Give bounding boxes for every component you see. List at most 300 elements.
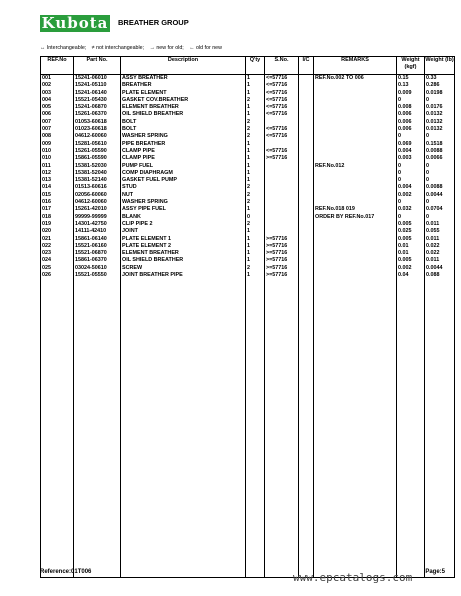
- cell-remarks: REF.No.002 TO 006: [314, 75, 397, 83]
- cell-ic: [299, 192, 314, 199]
- cell-remarks: [314, 265, 397, 272]
- cell-remarks: [314, 243, 397, 250]
- cell-sno: <=57716: [265, 97, 299, 104]
- cell-part-no: 15261-05590: [74, 148, 121, 155]
- blank-cell: [41, 279, 74, 578]
- cell-description: GASKET COV.BREATHER: [121, 97, 246, 104]
- cell-description: BOLT: [121, 126, 246, 133]
- cell-part-no: 02056-60060: [74, 192, 121, 199]
- cell-weight-lb: 0.0088: [425, 148, 455, 155]
- table-row: [41, 170, 455, 177]
- cell-weight-lb: 0.1518: [425, 141, 455, 148]
- cell-qty: 1: [246, 250, 265, 257]
- col-header-part: Part No.: [74, 57, 121, 75]
- cell-ic: [299, 236, 314, 243]
- cell-weight-kg: 0.025: [397, 228, 425, 235]
- cell-sno: <=57716: [265, 82, 299, 89]
- cell-qty: 2: [246, 199, 265, 206]
- col-header-qty: Q'ty: [246, 57, 265, 75]
- table-blank-area: [41, 279, 455, 578]
- cell-weight-lb: 0.011: [425, 236, 455, 243]
- cell-ic: [299, 265, 314, 272]
- cell-weight-lb: 0: [425, 133, 455, 140]
- cell-sno: >=57716: [265, 257, 299, 264]
- cell-qty: 1: [246, 177, 265, 184]
- cell-weight-kg: 0: [397, 214, 425, 221]
- cell-ic: [299, 104, 314, 111]
- cell-ref: 003: [41, 90, 74, 97]
- cell-qty: 1: [246, 236, 265, 243]
- cell-qty: 1: [246, 272, 265, 279]
- cell-ic: [299, 141, 314, 148]
- cell-ic: [299, 250, 314, 257]
- cell-weight-lb: 0.0198: [425, 90, 455, 97]
- table-row: [41, 104, 455, 111]
- cell-ref: 007: [41, 119, 74, 126]
- cell-ref: 013: [41, 177, 74, 184]
- cell-qty: 1: [246, 90, 265, 97]
- cell-ic: [299, 199, 314, 206]
- cell-ref: 008: [41, 133, 74, 140]
- cell-weight-kg: 0.009: [397, 90, 425, 97]
- cell-weight-lb: 0.0044: [425, 192, 455, 199]
- cell-ic: [299, 243, 314, 250]
- cell-weight-lb: 0.0132: [425, 111, 455, 118]
- cell-ref: 023: [41, 250, 74, 257]
- cell-ref: 016: [41, 199, 74, 206]
- cell-sno: <=57716: [265, 75, 299, 83]
- cell-weight-kg: 0: [397, 133, 425, 140]
- table-row: [41, 214, 455, 221]
- cell-qty: 2: [246, 126, 265, 133]
- table-row: [41, 236, 455, 243]
- table-row: [41, 141, 455, 148]
- cell-ref: 020: [41, 228, 74, 235]
- cell-ic: [299, 228, 314, 235]
- table-row: [41, 184, 455, 191]
- cell-remarks: [314, 236, 397, 243]
- cell-weight-lb: 0: [425, 163, 455, 170]
- cell-remarks: [314, 97, 397, 104]
- cell-qty: 1: [246, 170, 265, 177]
- page-number: Page:5: [425, 569, 445, 575]
- cell-ic: [299, 119, 314, 126]
- cell-weight-lb: 0: [425, 199, 455, 206]
- cell-qty: 2: [246, 119, 265, 126]
- cell-ic: [299, 163, 314, 170]
- col-header-remarks: REMARKS: [314, 57, 397, 75]
- cell-ic: [299, 75, 314, 83]
- cell-weight-kg: 0.003: [397, 155, 425, 162]
- cell-description: GASKET FUEL PUMP: [121, 177, 246, 184]
- cell-ref: 018: [41, 214, 74, 221]
- cell-qty: 1: [246, 82, 265, 89]
- cell-sno: [265, 214, 299, 221]
- cell-weight-kg: 0.006: [397, 111, 425, 118]
- cell-ic: [299, 221, 314, 228]
- cell-ref: 010: [41, 155, 74, 162]
- cell-ic: [299, 97, 314, 104]
- cell-part-no: 15861-06370: [74, 257, 121, 264]
- cell-weight-lb: 0.011: [425, 257, 455, 264]
- col-header-ref: REF.No: [41, 57, 74, 75]
- cell-description: ELEMENT BREATHER: [121, 250, 246, 257]
- cell-weight-kg: 0: [397, 163, 425, 170]
- cell-remarks: [314, 199, 397, 206]
- table-row: [41, 177, 455, 184]
- table-row: [41, 148, 455, 155]
- table-row: [41, 228, 455, 235]
- cell-qty: 1: [246, 141, 265, 148]
- cell-qty: 0: [246, 214, 265, 221]
- table-row: [41, 272, 455, 279]
- cell-sno: [265, 177, 299, 184]
- col-header-description: Description: [121, 57, 246, 75]
- cell-part-no: 15521-06870: [74, 250, 121, 257]
- cell-ref: 025: [41, 265, 74, 272]
- cell-ic: [299, 148, 314, 155]
- cell-part-no: 03024-50610: [74, 265, 121, 272]
- cell-description: PLATE ELEMENT: [121, 90, 246, 97]
- table-row: [41, 192, 455, 199]
- cell-ref: 022: [41, 243, 74, 250]
- cell-ic: [299, 184, 314, 191]
- cell-remarks: [314, 184, 397, 191]
- cell-remarks: [314, 82, 397, 89]
- cell-weight-kg: 0.005: [397, 257, 425, 264]
- cell-part-no: 01023-60618: [74, 126, 121, 133]
- cell-remarks: [314, 133, 397, 140]
- cell-part-no: 15861-05590: [74, 155, 121, 162]
- cell-weight-lb: 0.0704: [425, 206, 455, 213]
- cell-description: BOLT: [121, 119, 246, 126]
- cell-weight-kg: 0.15: [397, 75, 425, 83]
- cell-description: JOINT BREATHER PIPE: [121, 272, 246, 279]
- cell-ref: 001: [41, 75, 74, 83]
- table-row: [41, 221, 455, 228]
- cell-sno: [265, 184, 299, 191]
- cell-weight-lb: 0.022: [425, 250, 455, 257]
- cell-ic: [299, 126, 314, 133]
- col-header-ic: I/C: [299, 57, 314, 75]
- cell-qty: 2: [246, 97, 265, 104]
- table-row: [41, 90, 455, 97]
- cell-weight-lb: 0.0066: [425, 155, 455, 162]
- cell-part-no: 15381-52140: [74, 177, 121, 184]
- cell-weight-lb: 0: [425, 97, 455, 104]
- cell-description: WASHER SPRING: [121, 133, 246, 140]
- cell-ref: 011: [41, 163, 74, 170]
- cell-weight-kg: 0.04: [397, 272, 425, 279]
- legend-old-for-new: ← old for new: [189, 45, 222, 51]
- cell-sno: [265, 141, 299, 148]
- table-row: [41, 163, 455, 170]
- cell-ref: 015: [41, 192, 74, 199]
- cell-part-no: 04612-60060: [74, 199, 121, 206]
- blank-cell: [425, 279, 455, 578]
- cell-ref: 004: [41, 97, 74, 104]
- col-header-sno: S.No.: [265, 57, 299, 75]
- cell-qty: 1: [246, 155, 265, 162]
- cell-sno: >=57716: [265, 265, 299, 272]
- cell-weight-kg: 0.006: [397, 119, 425, 126]
- cell-part-no: 15381-52030: [74, 163, 121, 170]
- cell-weight-kg: 0.069: [397, 141, 425, 148]
- cell-qty: 1: [246, 243, 265, 250]
- table-header-row: [41, 57, 455, 75]
- cell-ref: 009: [41, 141, 74, 148]
- cell-remarks: [314, 177, 397, 184]
- blank-cell: [265, 279, 299, 578]
- cell-description: NUT: [121, 192, 246, 199]
- cell-remarks: [314, 272, 397, 279]
- cell-description: PUMP FUEL: [121, 163, 246, 170]
- cell-sno: >=57716: [265, 155, 299, 162]
- blank-cell: [121, 279, 246, 578]
- cell-weight-kg: 0.13: [397, 82, 425, 89]
- cell-ref: 017: [41, 206, 74, 213]
- cell-weight-lb: 0.0088: [425, 184, 455, 191]
- cell-description: ELEMENT BREATHER: [121, 104, 246, 111]
- cell-weight-lb: 0.055: [425, 228, 455, 235]
- cell-remarks: [314, 170, 397, 177]
- cell-qty: 1: [246, 104, 265, 111]
- blank-cell: [74, 279, 121, 578]
- cell-sno: <=57716: [265, 126, 299, 133]
- cell-weight-lb: 0.0132: [425, 126, 455, 133]
- cell-remarks: [314, 221, 397, 228]
- legend-not-interchangeable: ≠ not interchangeable;: [91, 45, 145, 51]
- cell-remarks: [314, 250, 397, 257]
- cell-weight-kg: 0.002: [397, 192, 425, 199]
- cell-remarks: [314, 111, 397, 118]
- cell-description: PLATE ELEMENT 1: [121, 236, 246, 243]
- cell-description: ASSY BREATHER: [121, 75, 246, 83]
- cell-part-no: 15241-05110: [74, 82, 121, 89]
- cell-sno: <=57716: [265, 90, 299, 97]
- cell-ic: [299, 82, 314, 89]
- cell-remarks: REF.No.012: [314, 163, 397, 170]
- cell-description: CLIP PIPE 2: [121, 221, 246, 228]
- cell-description: PLATE ELEMENT 2: [121, 243, 246, 250]
- cell-part-no: 15521-06160: [74, 243, 121, 250]
- cell-weight-lb: 0: [425, 177, 455, 184]
- cell-weight-lb: 0: [425, 170, 455, 177]
- cell-remarks: [314, 119, 397, 126]
- cell-sno: [265, 228, 299, 235]
- page-title: BREATHER GROUP: [118, 18, 189, 27]
- cell-qty: 1: [246, 228, 265, 235]
- cell-weight-kg: 0.006: [397, 126, 425, 133]
- cell-weight-kg: 0.01: [397, 243, 425, 250]
- cell-description: WASHER SPRING: [121, 199, 246, 206]
- table-row: [41, 133, 455, 140]
- cell-sno: [265, 170, 299, 177]
- table-row: [41, 82, 455, 89]
- cell-part-no: 15241-06870: [74, 104, 121, 111]
- cell-ic: [299, 155, 314, 162]
- cell-remarks: [314, 257, 397, 264]
- table-row: [41, 250, 455, 257]
- cell-sno: [265, 119, 299, 126]
- cell-weight-lb: 0.022: [425, 243, 455, 250]
- cell-sno: <=57716: [265, 104, 299, 111]
- cell-part-no: 15241-06140: [74, 90, 121, 97]
- cell-description: JOINT: [121, 228, 246, 235]
- cell-weight-kg: 0: [397, 199, 425, 206]
- cell-qty: 1: [246, 163, 265, 170]
- cell-part-no: 15261-06370: [74, 111, 121, 118]
- cell-part-no: 01053-60618: [74, 119, 121, 126]
- cell-sno: >=57716: [265, 272, 299, 279]
- cell-ref: 021: [41, 236, 74, 243]
- cell-remarks: [314, 90, 397, 97]
- cell-weight-lb: 0.088: [425, 272, 455, 279]
- table-row: [41, 97, 455, 104]
- cell-sno: [265, 192, 299, 199]
- footer-reference: Reference:01T006: [40, 569, 92, 575]
- cell-part-no: 15261-42010: [74, 206, 121, 213]
- cell-sno: <=57716: [265, 148, 299, 155]
- table-row: [41, 257, 455, 264]
- table-row: [41, 119, 455, 126]
- legend-new-for-old: → new for old;: [149, 45, 184, 51]
- table-row: [41, 199, 455, 206]
- col-header-weight-lb: Weight (lb): [425, 57, 455, 75]
- table-row: [41, 111, 455, 118]
- cell-sno: [265, 206, 299, 213]
- cell-ic: [299, 170, 314, 177]
- cell-ref: 024: [41, 257, 74, 264]
- cell-ic: [299, 257, 314, 264]
- cell-part-no: 15241-06010: [74, 75, 121, 83]
- cell-ref: 005: [41, 104, 74, 111]
- watermark-url: www.epcatalogs.com: [293, 571, 413, 584]
- cell-ref: 014: [41, 184, 74, 191]
- cell-sno: <=57716: [265, 133, 299, 140]
- cell-description: SCREW: [121, 265, 246, 272]
- cell-qty: 1: [246, 111, 265, 118]
- cell-description: COMP DIAPHRAGM: [121, 170, 246, 177]
- cell-description: BLANK: [121, 214, 246, 221]
- cell-ref: 026: [41, 272, 74, 279]
- table-row: [41, 75, 455, 83]
- cell-sno: >=57716: [265, 250, 299, 257]
- cell-ic: [299, 272, 314, 279]
- cell-weight-kg: 0.005: [397, 236, 425, 243]
- cell-description: OIL SHIELD BREATHER: [121, 257, 246, 264]
- cell-part-no: 14301-42750: [74, 221, 121, 228]
- col-header-weight-kg: Weight (kgf): [397, 57, 425, 75]
- cell-remarks: ORDER BY REF.No.017: [314, 214, 397, 221]
- cell-remarks: [314, 228, 397, 235]
- cell-part-no: 15281-05610: [74, 141, 121, 148]
- cell-remarks: [314, 141, 397, 148]
- kubota-logo: Kubota: [41, 14, 109, 32]
- cell-weight-kg: 0.01: [397, 250, 425, 257]
- cell-ic: [299, 177, 314, 184]
- cell-ic: [299, 111, 314, 118]
- cell-qty: 2: [246, 221, 265, 228]
- cell-part-no: 01513-60616: [74, 184, 121, 191]
- table-row: [41, 155, 455, 162]
- cell-ic: [299, 133, 314, 140]
- cell-ref: 007: [41, 126, 74, 133]
- cell-part-no: 15381-52040: [74, 170, 121, 177]
- cell-weight-kg: 0.005: [397, 221, 425, 228]
- cell-weight-kg: 0.032: [397, 206, 425, 213]
- cell-weight-lb: 0.011: [425, 221, 455, 228]
- cell-qty: 1: [246, 75, 265, 83]
- cell-ref: 002: [41, 82, 74, 89]
- cell-ic: [299, 214, 314, 221]
- cell-ref: 012: [41, 170, 74, 177]
- cell-sno: [265, 163, 299, 170]
- cell-weight-kg: 0.002: [397, 265, 425, 272]
- cell-part-no: 14111-42410: [74, 228, 121, 235]
- cell-qty: 2: [246, 192, 265, 199]
- cell-remarks: [314, 126, 397, 133]
- cell-weight-lb: 0.286: [425, 82, 455, 89]
- cell-sno: >=57716: [265, 236, 299, 243]
- cell-description: ASSY PIPE FUEL: [121, 206, 246, 213]
- cell-qty: 2: [246, 265, 265, 272]
- cell-qty: 2: [246, 184, 265, 191]
- cell-weight-lb: 0.33: [425, 75, 455, 83]
- table-row: [41, 265, 455, 272]
- cell-remarks: [314, 155, 397, 162]
- table-row: [41, 206, 455, 213]
- blank-cell: [397, 279, 425, 578]
- interchangeability-legend: [40, 45, 226, 51]
- cell-ref: 006: [41, 111, 74, 118]
- cell-part-no: 99999-99999: [74, 214, 121, 221]
- cell-weight-kg: 0: [397, 170, 425, 177]
- cell-weight-lb: 0.0132: [425, 119, 455, 126]
- cell-ic: [299, 206, 314, 213]
- cell-sno: [265, 221, 299, 228]
- legend-interchangeable: ↔ Interchangeable;: [40, 45, 87, 51]
- cell-remarks: [314, 148, 397, 155]
- parts-table-body: [41, 75, 455, 578]
- cell-qty: 1: [246, 148, 265, 155]
- cell-qty: 1: [246, 206, 265, 213]
- cell-ref: 010: [41, 148, 74, 155]
- cell-description: CLAMP PIPE: [121, 148, 246, 155]
- cell-description: STUD: [121, 184, 246, 191]
- cell-weight-kg: 0: [397, 97, 425, 104]
- cell-part-no: 15521-05430: [74, 97, 121, 104]
- cell-weight-lb: 0: [425, 214, 455, 221]
- cell-part-no: 04612-60060: [74, 133, 121, 140]
- table-row: [41, 126, 455, 133]
- cell-sno: <=57716: [265, 111, 299, 118]
- cell-weight-lb: 0.0176: [425, 104, 455, 111]
- blank-cell: [299, 279, 314, 578]
- cell-description: BREATHER: [121, 82, 246, 89]
- cell-sno: [265, 199, 299, 206]
- parts-table: [40, 56, 455, 578]
- blank-cell: [314, 279, 397, 578]
- cell-qty: 1: [246, 257, 265, 264]
- cell-remarks: [314, 192, 397, 199]
- cell-remarks: [314, 104, 397, 111]
- table-row: [41, 243, 455, 250]
- cell-description: CLAMP PIPE: [121, 155, 246, 162]
- cell-weight-lb: 0.0044: [425, 265, 455, 272]
- cell-weight-kg: 0: [397, 177, 425, 184]
- cell-weight-kg: 0.008: [397, 104, 425, 111]
